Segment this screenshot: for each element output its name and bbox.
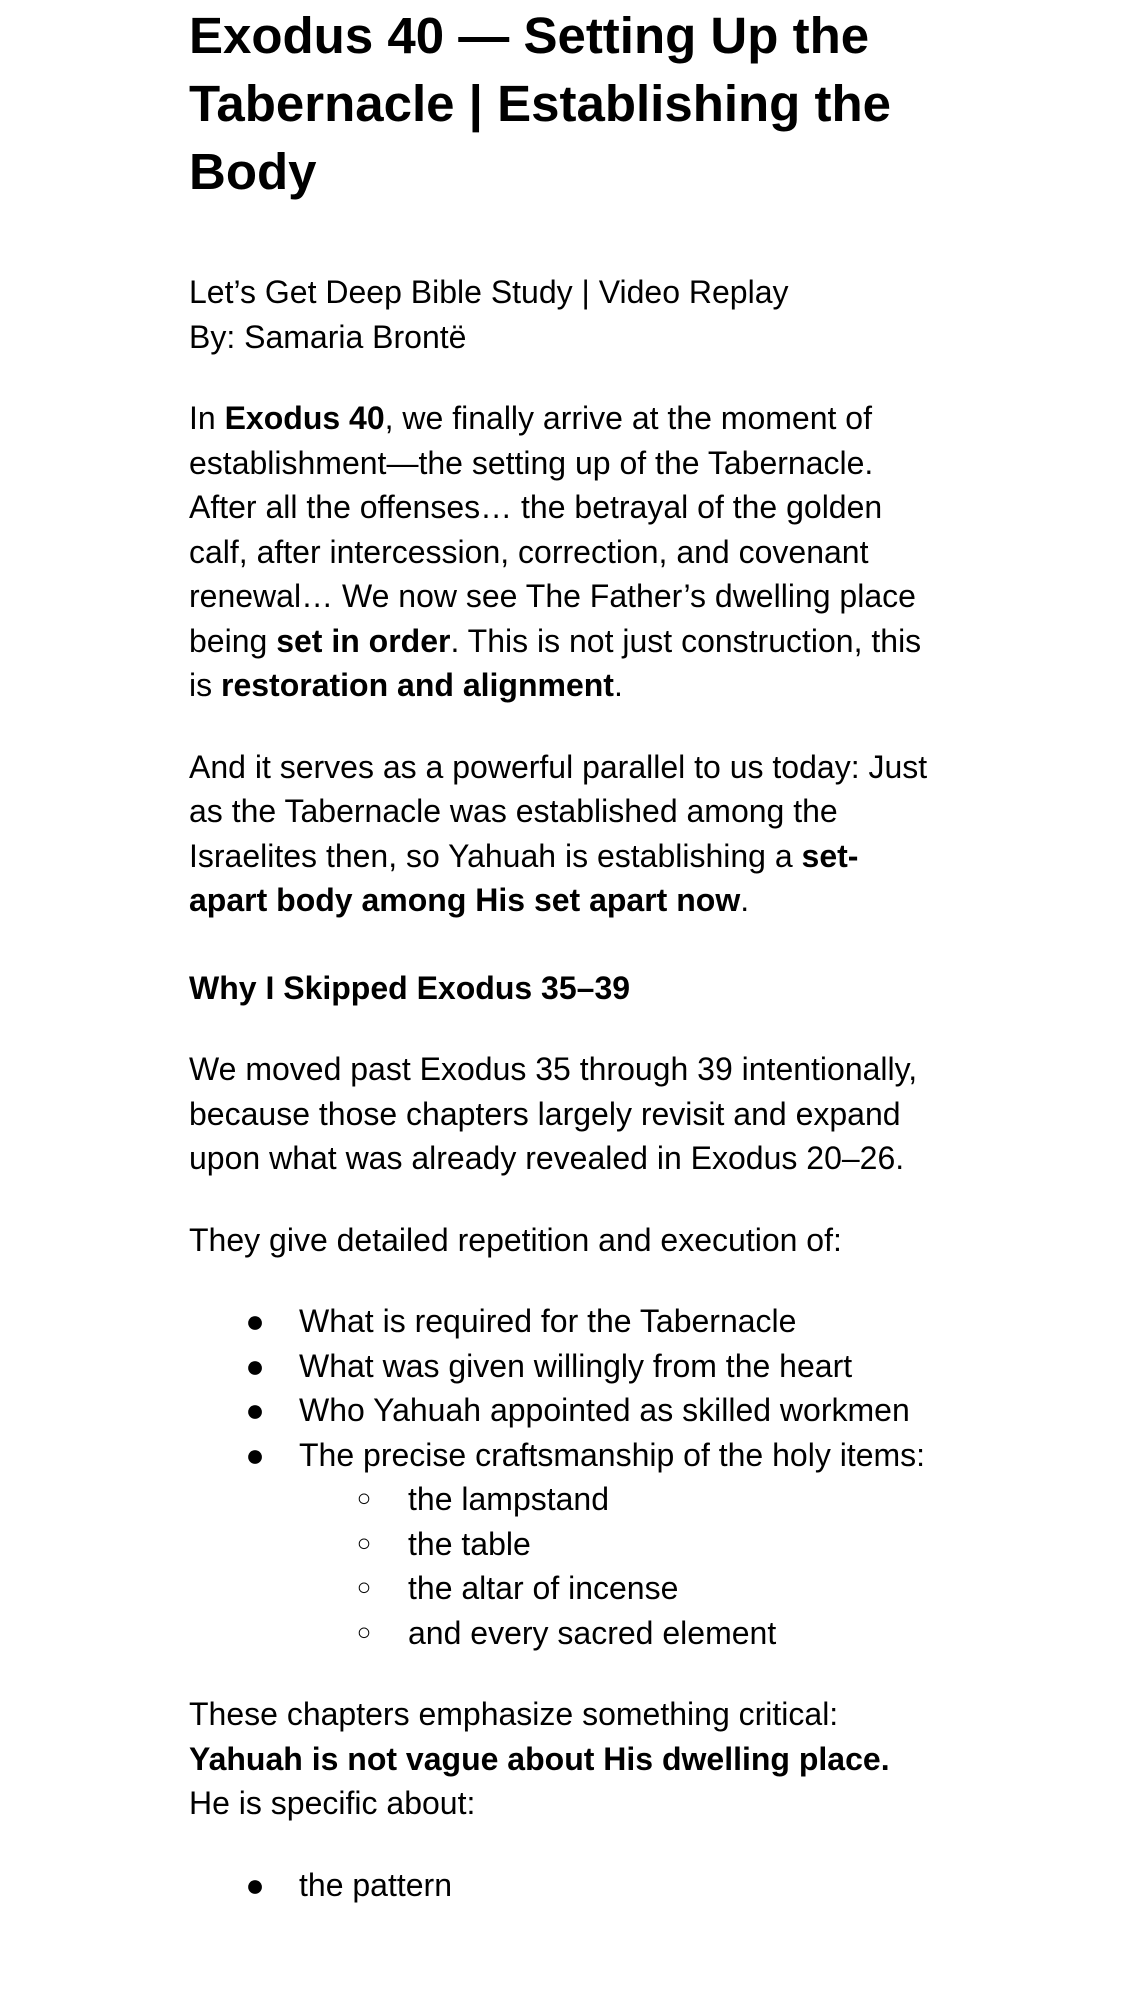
bullet-icon: ●: [245, 1303, 265, 1339]
holy-items-sublist: [299, 1477, 929, 1655]
list-item: [189, 1863, 929, 1908]
list-item-text: What was given willingly from the heart: [299, 1347, 853, 1384]
intro-paragraph: [189, 396, 929, 708]
list-item: [189, 1344, 929, 1389]
sublist-item-text: the lampstand: [408, 1481, 610, 1517]
intro-text-2: , we finally arrive at the moment of establishment—the setting up of the Tabernacle. After all the offenses… the betrayal of the golden calf, after intercession, correction, and covenant renewal… We now see The Father’s dwelling place being: [189, 400, 916, 659]
sublist-item-text: and every sacred element: [408, 1614, 777, 1651]
list-item: [189, 1388, 929, 1433]
bullet-icon: ●: [245, 1392, 265, 1428]
specifics-list: [189, 1863, 929, 1908]
sublist-item: [189, 1611, 929, 1656]
author: By: Samaria Brontë: [189, 318, 467, 355]
subtitle: Let’s Get Deep Bible Study | Video Replay: [189, 274, 789, 310]
parallel-text-1: And it serves as a powerful parallel to us today: Just as the Tabernacle was established among the Israelites then, so Yahuah is establishing a: [189, 748, 928, 874]
list-item: [189, 1433, 929, 1656]
sublist-item: [189, 1522, 929, 1567]
parallel-text-2: .: [740, 882, 750, 918]
bullet-icon: ●: [245, 1347, 265, 1384]
emphasis-bold-1: Yahuah is not vague about His dwelling place.: [189, 1740, 890, 1777]
circle-bullet-icon: ○: [356, 1485, 372, 1512]
parallel-paragraph: [189, 745, 929, 923]
list-item: [189, 1299, 929, 1344]
skipped-paragraph: We moved past Exodus 35 through 39 intentionally, because those chapters largely revisit and expand upon what was already revealed in Exodus 20–26.: [189, 1051, 918, 1176]
intro-text-4: .: [613, 667, 623, 703]
list-item-text: Who Yahuah appointed as skilled workmen: [299, 1392, 910, 1428]
circle-bullet-icon: ○: [356, 1529, 372, 1557]
sublist-item-text: the altar of incense: [408, 1570, 679, 1606]
list-item-text: What is required for the Tabernacle: [299, 1303, 797, 1339]
emphasis-paragraph: [189, 1692, 929, 1826]
circle-bullet-icon: ○: [356, 1618, 372, 1646]
bullet-icon: ●: [245, 1866, 265, 1903]
bullet-icon: ●: [245, 1436, 265, 1473]
document-body: [189, 0, 929, 1907]
list-item-text: the pattern: [299, 1866, 452, 1903]
page-title: Exodus 40 — Setting Up the Tabernacle | Establishing the Body: [189, 7, 891, 200]
sublist-item: [189, 1566, 929, 1611]
intro-text-3: . This is not just construction, this is: [189, 622, 922, 703]
section-heading: Why I Skipped Exodus 35–39: [189, 969, 631, 1006]
byline: [189, 270, 929, 359]
sublist-item: [189, 1477, 929, 1522]
emphasis-text-1: These chapters emphasize something critical:: [189, 1696, 839, 1732]
sublist-item-text: the table: [408, 1525, 531, 1562]
intro-bold-1: Exodus 40: [224, 400, 385, 436]
repetition-list: [189, 1299, 929, 1655]
parallel-bold-1: set-apart body among His set apart now: [189, 837, 859, 918]
list-item-text: The precise craftsmanship of the holy items:: [299, 1436, 926, 1473]
emphasis-text-2: He is specific about:: [189, 1785, 476, 1821]
repetition-intro: They give detailed repetition and execution of:: [189, 1221, 842, 1258]
intro-bold-2: set in order: [276, 622, 451, 659]
intro-bold-3: restoration and alignment: [221, 667, 614, 703]
intro-text-1: In: [189, 400, 225, 436]
circle-bullet-icon: ○: [356, 1574, 372, 1601]
